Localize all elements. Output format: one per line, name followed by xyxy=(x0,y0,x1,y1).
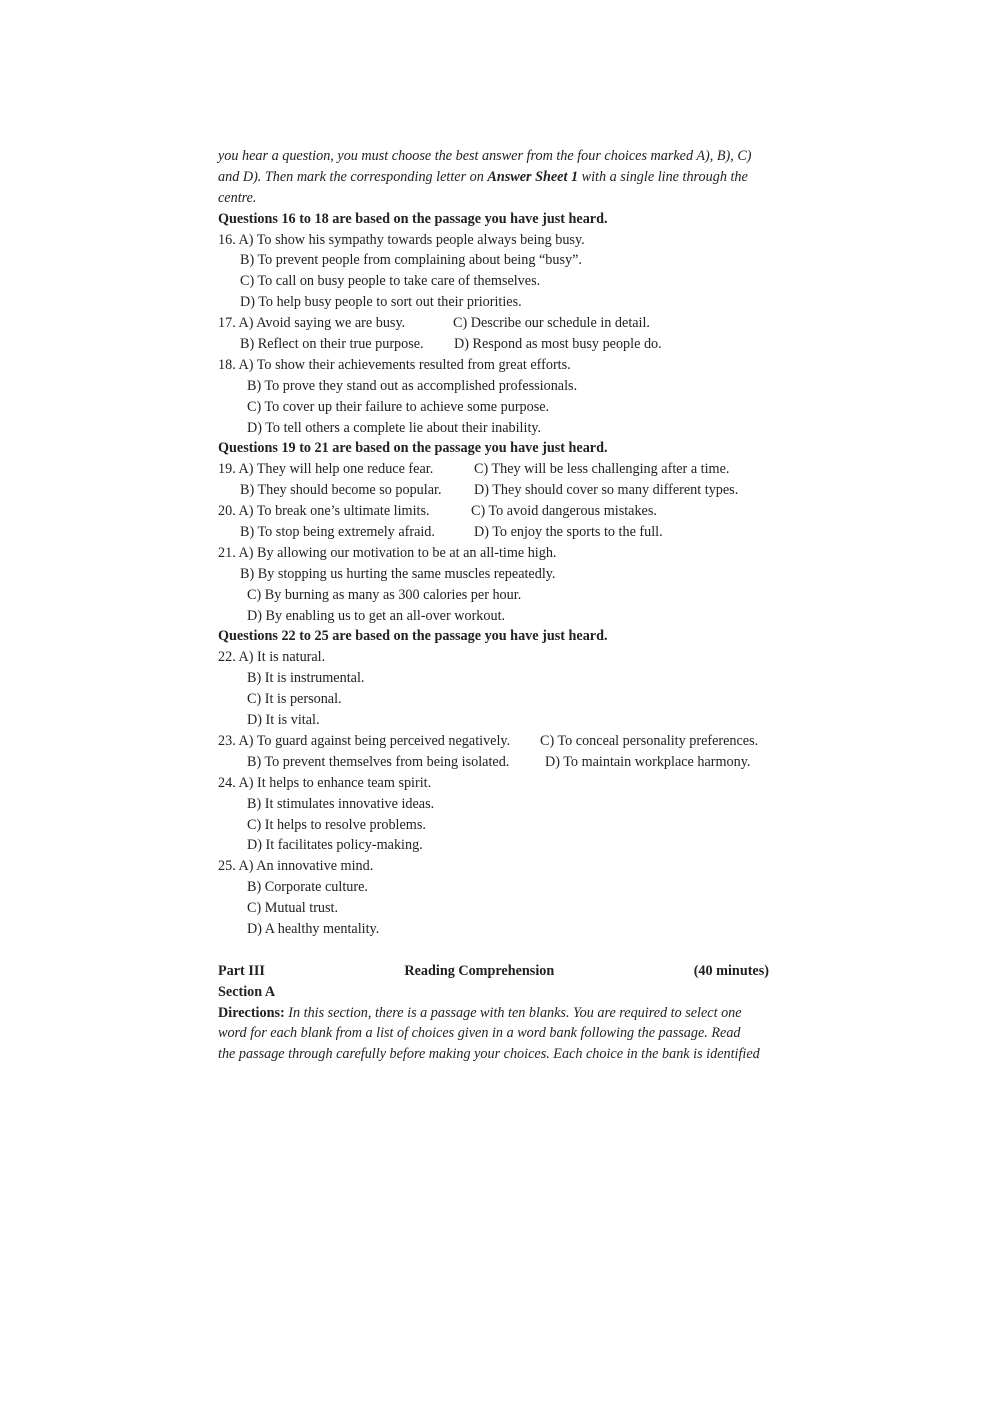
spacer xyxy=(218,940,780,961)
answer-sheet-label: Answer Sheet 1 xyxy=(487,168,579,185)
q20-option-c: C) To avoid dangerous mistakes. xyxy=(471,503,657,520)
q18-option-b: B) To prove they stand out as accomplished professionals. xyxy=(247,377,578,394)
q23-row-2 xyxy=(218,752,780,773)
q24-option-b: B) It stimulates innovative ideas. xyxy=(247,795,435,812)
q25-option-b: B) Corporate culture. xyxy=(247,879,368,896)
q16-option-a: 16. A) To show his sympathy towards people always being busy. xyxy=(218,231,585,248)
q21-option-c: C) By burning as many as 300 calories per hour. xyxy=(247,586,522,603)
q19-option-a: 19. A) They will help one reduce fear. xyxy=(218,461,434,478)
q19-row-2 xyxy=(218,480,780,501)
q23-row-1 xyxy=(218,731,780,752)
q23-option-a: 23. A) To guard against being perceived negatively. xyxy=(218,732,511,749)
part-3-label: Part III xyxy=(218,962,265,979)
intro-line-1: you hear a question, you must choose the best answer from the four choices marked A), B), C) xyxy=(218,148,752,164)
q25-option-c: C) Mutual trust. xyxy=(247,900,339,917)
q22-option-b: B) It is instrumental. xyxy=(247,670,365,687)
section-a-heading: Section A xyxy=(218,983,276,1000)
q24-option-a: 24. A) It helps to enhance team spirit. xyxy=(218,774,432,791)
q20-option-d: D) To enjoy the sports to the full. xyxy=(474,524,663,541)
q20-row-2 xyxy=(218,522,780,543)
q19-row-1 xyxy=(218,459,780,480)
q17-option-d: D) Respond as most busy people do. xyxy=(454,336,662,353)
q24-option-c: C) It helps to resolve problems. xyxy=(247,816,426,833)
q22-option-c: C) It is personal. xyxy=(247,691,342,708)
q23-option-d: D) To maintain workplace harmony. xyxy=(545,753,751,770)
q19-option-c: C) They will be less challenging after a time. xyxy=(474,461,730,478)
q20-row-1 xyxy=(218,501,780,522)
q16-option-c: C) To call on busy people to take care of themselves. xyxy=(240,273,541,290)
q25-option-a: 25. A) An innovative mind. xyxy=(218,858,374,875)
intro-line-3: centre. xyxy=(218,189,257,206)
q16-option-b: B) To prevent people from complaining about being “busy”. xyxy=(240,252,582,269)
q18-option-d: D) To tell others a complete lie about their inability. xyxy=(247,419,542,436)
q17-row-2 xyxy=(218,334,780,355)
exam-page xyxy=(218,146,780,1065)
part-3-header xyxy=(218,961,769,982)
q22-option-d: D) It is vital. xyxy=(247,712,320,729)
q18-option-a: 18. A) To show their achievements resulted from great efforts. xyxy=(218,356,571,373)
directions-label: Directions: xyxy=(218,1004,285,1021)
intro-line-2-end: with a single line through the xyxy=(578,168,748,185)
directions-text-1: In this section, there is a passage with ten blanks. You are required to select one xyxy=(284,1004,742,1021)
directions-line-2: word for each blank from a list of choices given in a word bank following the passage. Read xyxy=(218,1025,741,1042)
q22-option-a: 22. A) It is natural. xyxy=(218,649,326,666)
q24-option-d: D) It facilitates policy-making. xyxy=(247,837,423,854)
intro-line-2 xyxy=(218,167,780,188)
q21-option-d: D) By enabling us to get an all-over workout. xyxy=(247,607,506,624)
q23-option-c: C) To conceal personality preferences. xyxy=(540,732,759,749)
section-heading-19-21: Questions 19 to 21 are based on the passage you have just heard. xyxy=(218,440,608,457)
part-3-time: (40 minutes) xyxy=(693,962,769,979)
q18-option-c: C) To cover up their failure to achieve some purpose. xyxy=(247,398,550,415)
q17-option-a: 17. A) Avoid saying we are busy. xyxy=(218,315,406,332)
q23-option-b: B) To prevent themselves from being isolated. xyxy=(247,753,510,770)
q21-option-b: B) By stopping us hurting the same muscles repeatedly. xyxy=(240,565,556,582)
q20-option-a: 20. A) To break one’s ultimate limits. xyxy=(218,503,430,520)
directions-line-1 xyxy=(218,1003,780,1024)
q19-option-b: B) They should become so popular. xyxy=(240,482,442,499)
intro-line-2-start: and D). Then mark the corresponding letter on xyxy=(218,168,488,185)
q19-option-d: D) They should cover so many different types. xyxy=(474,482,739,499)
directions-line-3: the passage through carefully before making your choices. Each choice in the bank is identified xyxy=(218,1046,760,1063)
q25-option-d: D) A healthy mentality. xyxy=(247,920,380,937)
part-3-title: Reading Comprehension xyxy=(404,962,555,979)
section-heading-16-18: Questions 16 to 18 are based on the passage you have just heard. xyxy=(218,210,608,227)
q17-option-b: B) Reflect on their true purpose. xyxy=(240,336,424,353)
q20-option-b: B) To stop being extremely afraid. xyxy=(240,524,435,541)
q21-option-a: 21. A) By allowing our motivation to be at an all-time high. xyxy=(218,544,557,561)
section-heading-22-25: Questions 22 to 25 are based on the passage you have just heard. xyxy=(218,628,608,645)
q17-row-1 xyxy=(218,313,780,334)
q17-option-c: C) Describe our schedule in detail. xyxy=(453,315,650,332)
q16-option-d: D) To help busy people to sort out their priorities. xyxy=(240,294,522,311)
